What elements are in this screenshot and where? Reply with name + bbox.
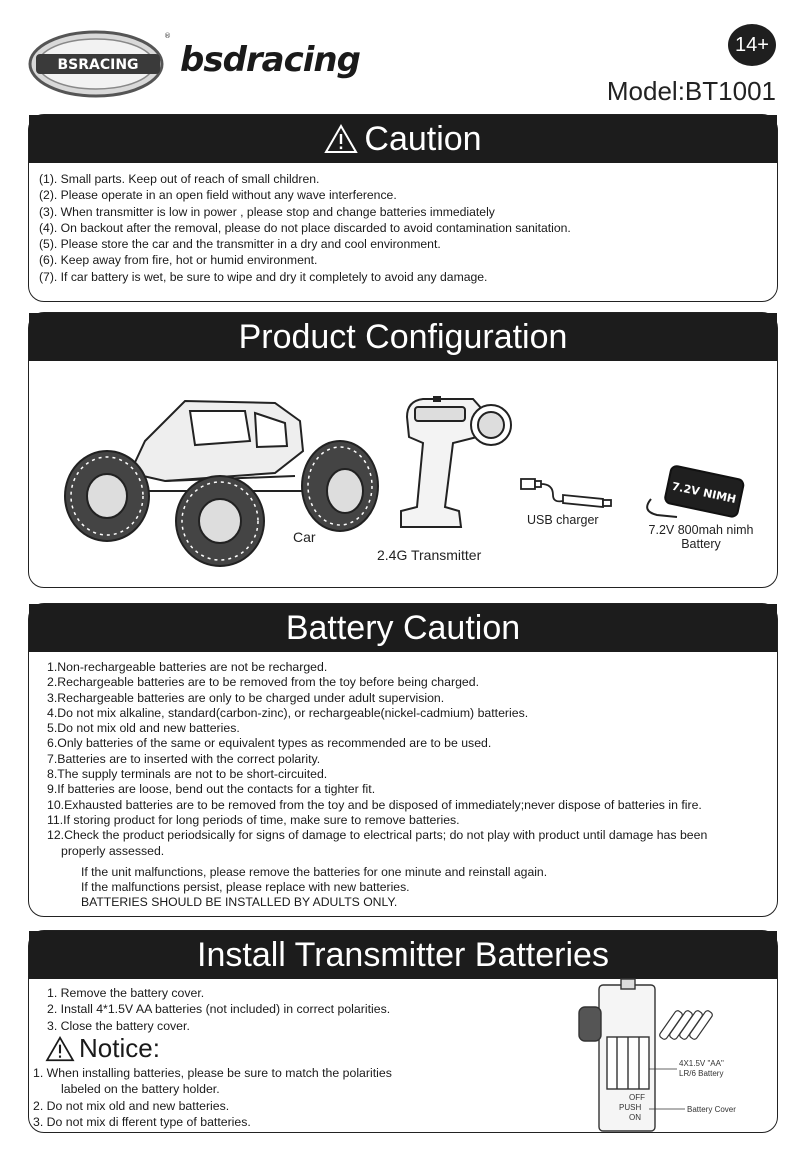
battery-caution-section <box>28 603 778 917</box>
transmitter-back-image <box>569 979 779 1132</box>
caution-title: Caution <box>364 120 482 158</box>
battery-cover-label: Battery Cover <box>687 1105 736 1114</box>
battery-caution-list <box>29 652 777 917</box>
battery-caution-title: Battery Caution <box>29 604 777 652</box>
list-item: 9.If batteries are loose, bend out the contacts for a tighter fit. <box>47 782 376 797</box>
list-item: (1). Small parts. Keep out of reach of small children. <box>39 172 320 186</box>
step-item: 3. Close the battery cover. <box>47 1018 190 1033</box>
list-item: 10.Exhausted batteries are to be removed from the toy and be disposed of immediately;never dispose of batteries in fire. <box>47 797 702 812</box>
age-badge: 14+ <box>728 24 776 66</box>
install-batteries-section <box>28 930 778 1133</box>
battery-pack-image <box>637 465 747 525</box>
note-text: BATTERIES SHOULD BE INSTALLED BY ADULTS ONLY. <box>81 895 398 910</box>
config-area <box>29 361 777 587</box>
warning-icon <box>324 124 358 154</box>
note-text: If the unit malfunctions, please remove the batteries for one minute and reinstall again. <box>81 864 548 879</box>
off-label: OFF <box>629 1093 645 1102</box>
notice-heading <box>45 1033 160 1064</box>
caution-section <box>28 114 778 302</box>
transmitter-label: 2.4G Transmitter <box>377 547 482 563</box>
list-item: (7). If car battery is wet, be sure to wipe and dry it completely to avoid any damage. <box>39 269 488 284</box>
rc-car-image <box>45 381 385 571</box>
usb-charger-label: USB charger <box>527 513 599 527</box>
brand-name: bsdracing <box>180 40 360 80</box>
svg-text:®: ® <box>164 32 171 40</box>
battery-pack-text: 7.2V NIMH <box>670 479 738 507</box>
transmitter-image <box>393 387 513 537</box>
list-item: 5.Do not mix old and new batteries. <box>47 721 240 736</box>
list-item: (2). Please operate in an open field without any wave interference. <box>39 188 397 203</box>
step-item: 1. Remove the battery cover. <box>47 986 205 1000</box>
logo-text: BSRACING <box>57 57 139 73</box>
install-body <box>29 979 777 1132</box>
car-label: Car <box>293 529 316 545</box>
notice-item: 3. Do not mix di fferent type of batteries. <box>33 1115 251 1130</box>
push-label: PUSH <box>619 1103 642 1112</box>
caution-list <box>29 163 777 291</box>
step-item: 2. Install 4*1.5V AA batteries (not included) in correct polarities. <box>47 1002 391 1017</box>
note-text: If the malfunctions persist, please replace with new batteries. <box>81 880 410 895</box>
list-item: 8.The supply terminals are not to be short-circuited. <box>47 767 328 782</box>
warning-icon <box>45 1036 75 1062</box>
product-configuration-section <box>28 312 778 588</box>
config-title: Product Configuration <box>29 313 777 361</box>
notice-item: 1. When installing batteries, please be sure to match the polarities <box>33 1066 392 1080</box>
install-title: Install Transmitter Batteries <box>29 931 777 979</box>
list-item-continuation: properly assessed. <box>61 843 165 858</box>
list-item: 6.Only batteries of the same or equivalent types as recommended are to be used. <box>47 736 492 751</box>
battery-type-label: 4X1.5V "AA" <box>679 1059 724 1068</box>
list-item: 2.Rechargeable batteries are to be removed from the toy before being charged. <box>47 675 480 690</box>
notice-item: 2. Do not mix old and new batteries. <box>33 1098 230 1113</box>
battery-label-line1: 7.2V 800mah nimh <box>648 523 754 537</box>
notice-title: Notice: <box>79 1033 160 1063</box>
page-header <box>0 0 808 112</box>
model-number: Model:BT1001 <box>606 76 776 106</box>
usb-charger-image <box>517 471 617 511</box>
list-item: (4). On backout after the removal, please do not place discarded to avoid contamination sanitation. <box>39 220 571 235</box>
list-item: 1.Non-rechargeable batteries are not be recharged. <box>47 660 328 674</box>
battery-notes <box>47 865 767 911</box>
bsracing-logo <box>28 28 171 98</box>
list-item: 7.Batteries are to inserted with the correct polarity. <box>47 751 321 766</box>
notice-list <box>33 1065 392 1131</box>
list-item: (6). Keep away from fire, hot or humid environment. <box>39 253 318 268</box>
list-item: 3.Rechargeable batteries are only to be charged under adult supervision. <box>47 690 445 705</box>
notice-item-continuation: labeled on the battery holder. <box>61 1082 220 1097</box>
install-steps <box>47 985 390 1034</box>
battery-type-label-2: LR/6 Battery <box>679 1069 724 1078</box>
list-item: 4.Do not mix alkaline, standard(carbon-zinc), or rechargeable(nickel-cadmium) batteries. <box>47 705 529 720</box>
battery-label-line2: Battery <box>681 537 721 551</box>
caution-header <box>29 115 777 163</box>
transmitter-battery-diagram <box>569 979 779 1132</box>
list-item: 11.If storing product for long periods of time, make sure to remove batteries. <box>47 812 460 827</box>
on-label: ON <box>629 1113 641 1122</box>
list-item: (5). Please store the car and the transmitter in a dry and cool environment. <box>39 237 441 252</box>
list-item: (3). When transmitter is low in power , please stop and change batteries immediately <box>39 204 495 219</box>
battery-label <box>641 523 761 551</box>
list-item: 12.Check the product periodsically for signs of damage to electrical parts; do not play with product until damage has been <box>47 828 708 843</box>
